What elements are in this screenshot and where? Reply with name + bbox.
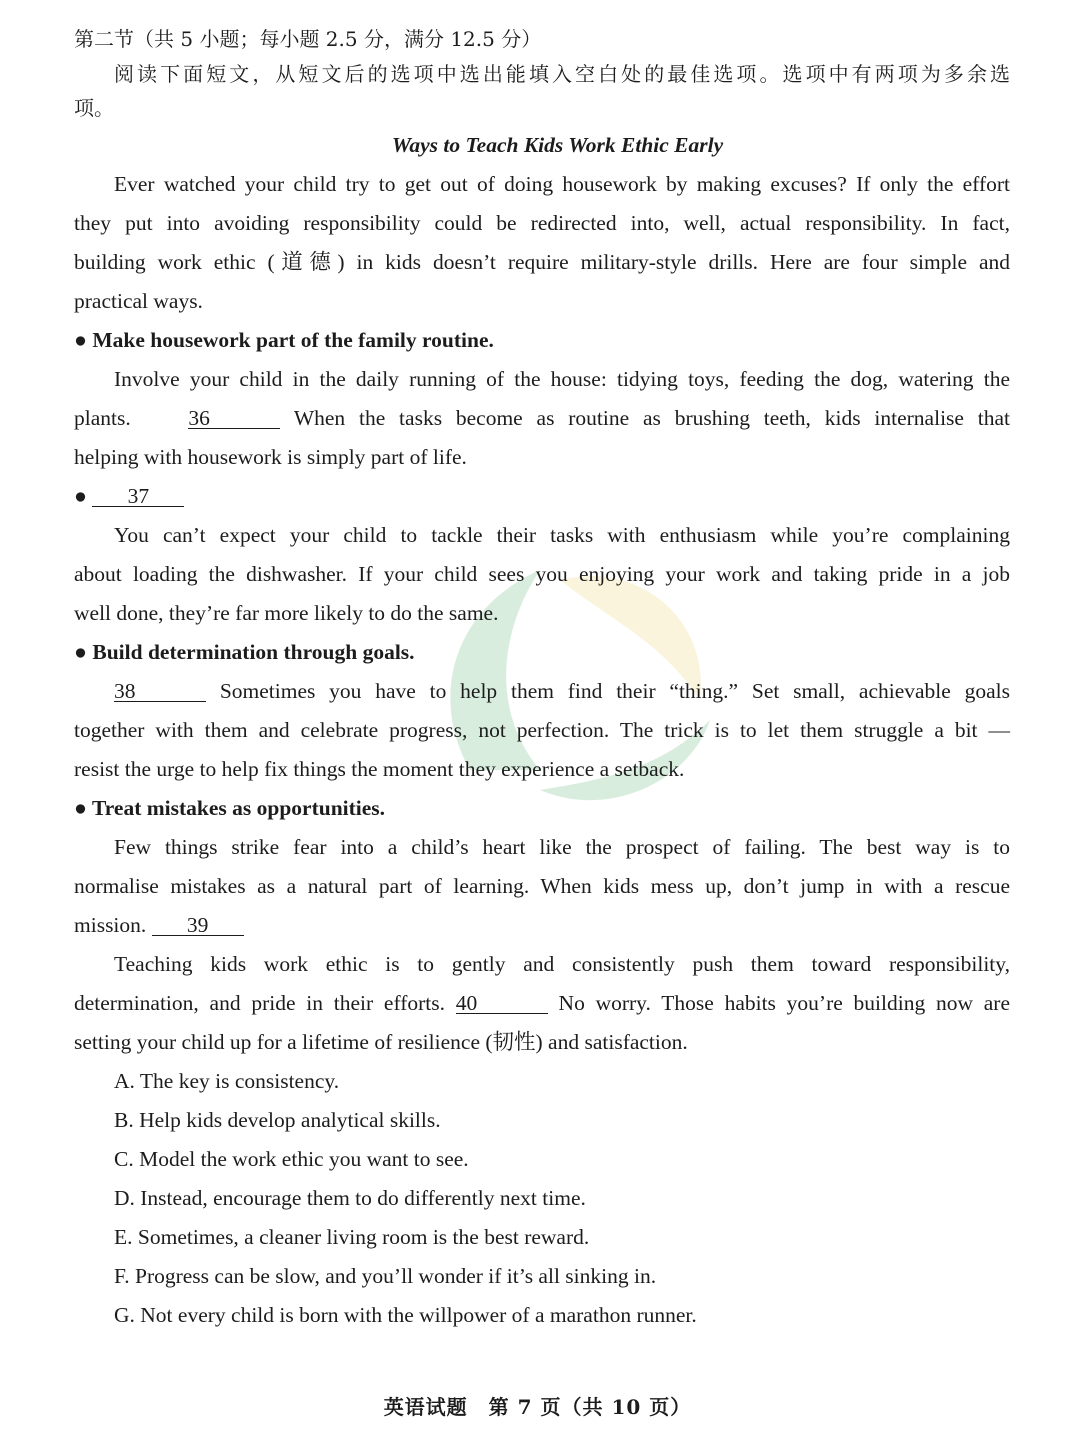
s4-line-3-start: mission. <box>74 913 147 937</box>
intro-line-2: they put into avoiding responsibility could be redirected into, well, actual responsibility. In fact, <box>74 211 1010 235</box>
s1-line-2 <box>74 408 1010 430</box>
subheading-mistakes-text: Treat mistakes as opportunities. <box>92 796 386 820</box>
bullet-icon: ● <box>74 796 87 820</box>
s3-line-2: together with them and celebrate progress, not perfection. The trick is to let them struggle a bit — <box>74 718 1010 742</box>
s4-line-2: normalise mistakes as a natural part of learning. When kids mess up, don’t jump in with a rescue <box>74 874 1010 898</box>
subheading-routine-text: Make housework part of the family routine. <box>92 328 494 352</box>
option-c[interactable]: C. Model the work ethic you want to see. <box>114 1147 469 1171</box>
intro-line-4: practical ways. <box>74 289 203 313</box>
instruction-line-1: 阅读下面短文，从短文后的选项中选出能填入空白处的最佳选项。选项中有两项为多余选 <box>114 62 1010 86</box>
option-a[interactable]: A. The key is consistency. <box>114 1069 340 1093</box>
conclusion-line-2 <box>74 993 1010 1015</box>
blank-38[interactable]: 38 <box>114 681 206 702</box>
s4-line-3 <box>74 915 1010 937</box>
bullet-icon: ● <box>74 484 87 508</box>
conclusion-line-3: setting your child up for a lifetime of resilience (韧性) and satisfaction. <box>74 1030 688 1054</box>
intro-line-3: building work ethic (道德) in kids doesn’t require military-style drills. Here are four simple and <box>74 250 1010 274</box>
page-footer: 英语试题 第 7 页（共 10 页） <box>383 1395 692 1419</box>
subheading-goals-text: Build determination through goals. <box>92 640 415 664</box>
option-g[interactable]: G. Not every child is born with the willpower of a marathon runner. <box>114 1303 697 1327</box>
s1-line-1: Involve your child in the daily running of the house: tidying toys, feeding the dog, watering the <box>114 367 1010 391</box>
s3-line-1 <box>114 681 1010 703</box>
s1-line-2-end: When the tasks become as routine as brushing teeth, kids internalise that <box>293 406 1011 430</box>
option-b[interactable]: B. Help kids develop analytical skills. <box>114 1108 441 1132</box>
s1-line-3: helping with housework is simply part of life. <box>74 445 467 469</box>
blank-39[interactable]: 39 <box>152 915 244 936</box>
bullet-icon: ● <box>74 640 87 664</box>
s2-line-1: You can’t expect your child to tackle their tasks with enthusiasm while you’re complaining <box>114 523 1010 547</box>
s2-line-2: about loading the dishwasher. If your child sees you enjoying your work and taking pride in a job <box>74 562 1010 586</box>
conclusion-line-2-start: determination, and pride in their efforts. <box>74 991 446 1015</box>
option-d[interactable]: D. Instead, encourage them to do differently next time. <box>114 1186 586 1210</box>
bullet-icon: ● <box>74 328 87 352</box>
blank-36[interactable]: 36 <box>188 408 280 429</box>
conclusion-line-1: Teaching kids work ethic is to gently and consistently push them toward responsibility, <box>114 952 1010 976</box>
section-heading: 第二节（共 5 小题；每小题 2.5 分，满分 12.5 分） <box>74 27 542 51</box>
option-f[interactable]: F. Progress can be slow, and you’ll wonder if it’s all sinking in. <box>114 1264 657 1288</box>
subheading-mistakes <box>74 798 1010 820</box>
subheading-blank-37 <box>74 486 1010 508</box>
blank-37[interactable]: 37 <box>92 486 184 507</box>
instruction-line-2: 项。 <box>74 96 114 120</box>
s2-line-3: well done, they’re far more likely to do the same. <box>74 601 499 625</box>
s1-line-2-start: plants. <box>74 406 131 430</box>
s3-line-3: resist the urge to help fix things the moment they experience a setback. <box>74 757 685 781</box>
intro-line-1: Ever watched your child try to get out of doing housework by making excuses? If only the effort <box>114 172 1010 196</box>
s4-line-1: Few things strike fear into a child’s heart like the prospect of failing. The best way is to <box>114 835 1010 859</box>
conclusion-line-2-end: No worry. Those habits you’re building now are <box>558 991 1011 1015</box>
subheading-goals <box>74 642 1010 664</box>
passage-title: Ways to Teach Kids Work Ethic Early <box>391 133 724 157</box>
s3-line-1-end: Sometimes you have to help them find their “thing.” Set small, achievable goals <box>219 679 1011 703</box>
blank-40[interactable]: 40 <box>456 993 548 1014</box>
subheading-routine <box>74 330 1010 352</box>
option-e[interactable]: E. Sometimes, a cleaner living room is the best reward. <box>114 1225 590 1249</box>
